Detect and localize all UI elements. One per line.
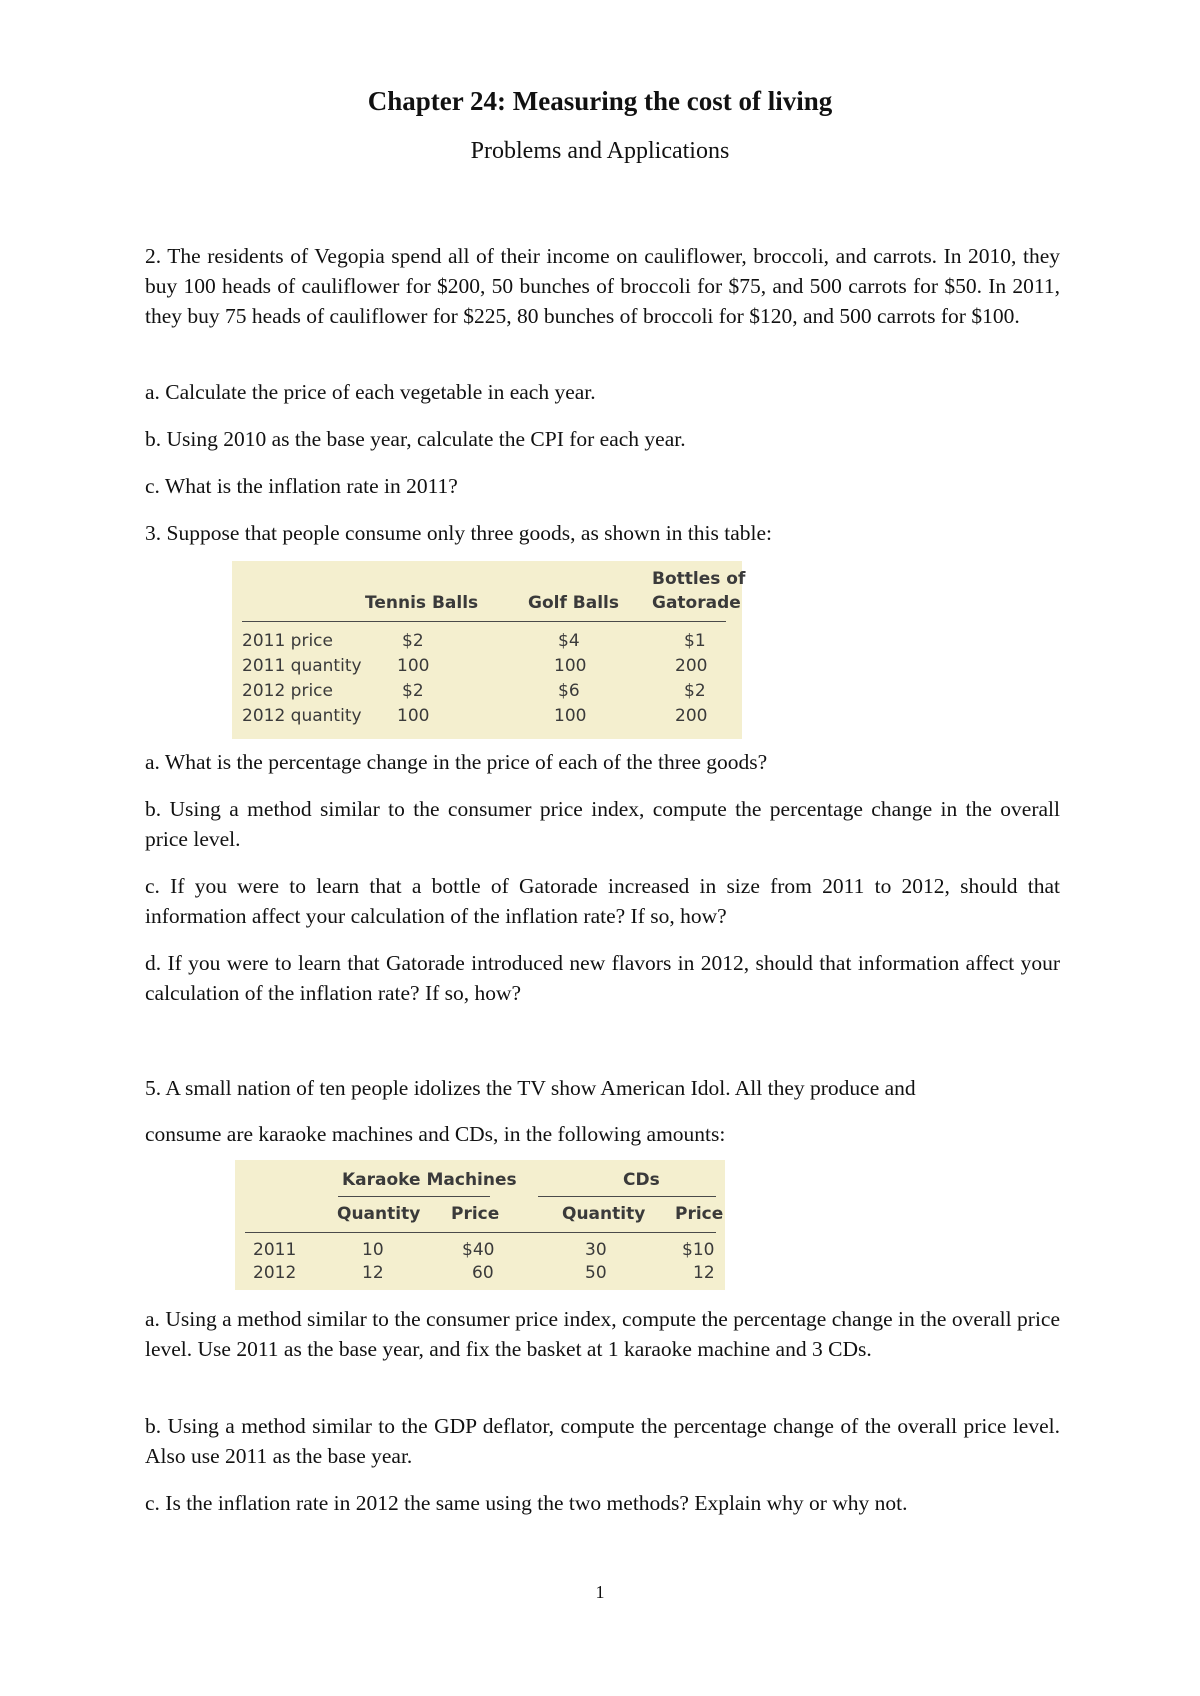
question-2b: b. Using 2010 as the base year, calculate the CPI for each year. bbox=[145, 427, 686, 451]
question-3c: c. If you were to learn that a bottle of Gatorade increased in size from 2011 to 2012, should that information affect your calculation of the inflation rate? If so, how? bbox=[145, 874, 1060, 928]
table-cell: 10 bbox=[362, 1240, 384, 1260]
table-cell: $40 bbox=[462, 1240, 495, 1260]
page-number: 1 bbox=[595, 1582, 605, 1602]
table-cell: $2 bbox=[684, 681, 706, 701]
table-cell: 30 bbox=[585, 1240, 607, 1260]
sub-header-quantity: Quantity bbox=[562, 1204, 646, 1224]
group-rule bbox=[338, 1196, 490, 1197]
row-year: 2012 bbox=[253, 1263, 297, 1283]
group-header-karaoke: Karaoke Machines bbox=[342, 1170, 517, 1190]
question-3d: d. If you were to learn that Gatorade introduced new flavors in 2012, should that information affect your calculation of the inflation rate? If so, how? bbox=[145, 951, 1060, 1005]
sub-header-price: Price bbox=[675, 1204, 724, 1224]
table-cell: $2 bbox=[402, 631, 424, 651]
question-5c: c. Is the inflation rate in 2012 the same using the two methods? Explain why or why not. bbox=[145, 1491, 908, 1515]
table-cell: 100 bbox=[554, 706, 587, 726]
row-label: 2011 price bbox=[242, 631, 333, 651]
table-rule bbox=[242, 621, 726, 622]
question-3b: b. Using a method similar to the consumer price index, compute the percentage change in the overall price level. bbox=[145, 797, 1060, 851]
page-subtitle: Problems and Applications bbox=[470, 138, 730, 164]
question-2-text: 2. The residents of Vegopia spend all of their income on cauliflower, broccoli, and carrots. In 2010, they buy 100 heads of cauliflower for $200, 50 bunches of broccoli for $75, and 500 carrots for $50. In 2011, they buy 75 heads of cauliflower for $225, 80 bunches of broccoli for $120, and 500 carrots for $100. bbox=[145, 244, 1060, 328]
sub-header-quantity: Quantity bbox=[337, 1204, 421, 1224]
table-cell: $2 bbox=[402, 681, 424, 701]
karaoke-cds-table bbox=[235, 1160, 725, 1290]
table-cell: 50 bbox=[585, 1263, 607, 1283]
table-cell: 100 bbox=[397, 656, 430, 676]
table-cell: 100 bbox=[397, 706, 430, 726]
page-title: Chapter 24: Measuring the cost of living bbox=[367, 86, 833, 116]
col-header-golf-balls: Golf Balls bbox=[528, 593, 619, 613]
question-5-line2: consume are karaoke machines and CDs, in the following amounts: bbox=[145, 1122, 726, 1146]
row-year: 2011 bbox=[253, 1240, 297, 1260]
row-label: 2012 quantity bbox=[242, 706, 362, 726]
group-header-cds: CDs bbox=[623, 1170, 660, 1190]
table-cell: 12 bbox=[693, 1263, 715, 1283]
question-3-text: 3. Suppose that people consume only three goods, as shown in this table: bbox=[145, 521, 772, 545]
question-2c: c. What is the inflation rate in 2011? bbox=[145, 474, 458, 498]
table-cell: $4 bbox=[558, 631, 580, 651]
table-cell: 12 bbox=[362, 1263, 384, 1283]
table-cell: 200 bbox=[675, 706, 708, 726]
question-3a: a. What is the percentage change in the price of each of the three goods? bbox=[145, 750, 768, 774]
col-header-gatorade-line2: Gatorade bbox=[652, 593, 741, 613]
col-header-gatorade-line1: Bottles of bbox=[652, 569, 746, 589]
sub-header-price: Price bbox=[451, 1204, 500, 1224]
table-cell: 60 bbox=[472, 1263, 494, 1283]
table-cell: 100 bbox=[554, 656, 587, 676]
question-2a: a. Calculate the price of each vegetable in each year. bbox=[145, 380, 596, 404]
question-5b: b. Using a method similar to the GDP deflator, compute the percentage change of the overall price level. Also use 2011 as the base year. bbox=[145, 1414, 1060, 1468]
group-rule bbox=[538, 1196, 716, 1197]
goods-table bbox=[232, 561, 746, 739]
table-rule bbox=[245, 1232, 716, 1233]
row-label: 2011 quantity bbox=[242, 656, 362, 676]
question-5-line1: 5. A small nation of ten people idolizes the TV show American Idol. All they produce and bbox=[145, 1076, 916, 1100]
table-cell: $1 bbox=[684, 631, 706, 651]
question-5a: a. Using a method similar to the consumer price index, compute the percentage change in the overall price level. Use 2011 as the base year, and fix the basket at 1 karaoke machine and 3 CDs. bbox=[145, 1307, 1060, 1361]
table-cell: $10 bbox=[682, 1240, 715, 1260]
col-header-tennis-balls: Tennis Balls bbox=[365, 593, 479, 613]
table-cell: 200 bbox=[675, 656, 708, 676]
row-label: 2012 price bbox=[242, 681, 333, 701]
table-cell: $6 bbox=[558, 681, 580, 701]
